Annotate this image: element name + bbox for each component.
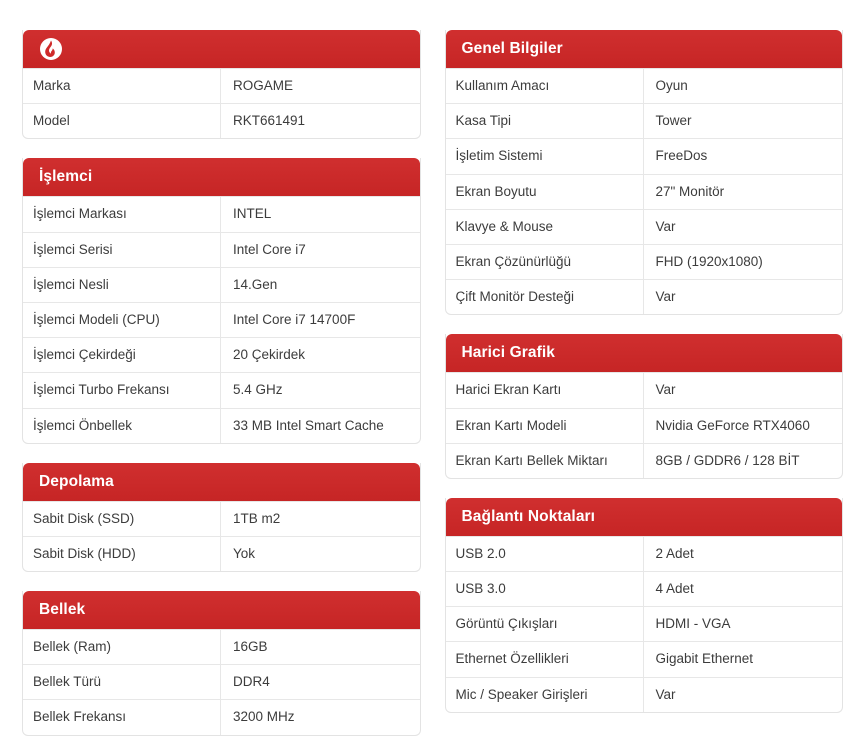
spec-row	[23, 372, 420, 407]
spec-label: Çift Monitör Desteği	[446, 280, 644, 314]
spec-label: İşletim Sistemi	[446, 139, 644, 173]
spec-card	[22, 591, 421, 736]
spec-value: Tower	[655, 113, 692, 129]
spec-row	[446, 641, 843, 676]
spec-row	[23, 196, 420, 231]
spec-label: İşlemci Nesli	[23, 268, 221, 302]
spec-label: Bellek (Ram)	[23, 630, 221, 664]
spec-row	[446, 103, 843, 138]
spec-row	[446, 606, 843, 641]
spec-label: Kullanım Amacı	[446, 69, 644, 103]
spec-label: Klavye & Mouse	[446, 210, 644, 244]
spec-card-title: Bellek	[39, 601, 86, 619]
spec-row	[446, 408, 843, 443]
spec-card	[445, 498, 844, 713]
spec-label: Ekran Çözünürlüğü	[446, 245, 644, 279]
spec-value: 27" Monitör	[655, 183, 725, 199]
spec-value: 2 Adet	[655, 545, 694, 561]
spec-label: Ekran Boyutu	[446, 175, 644, 209]
spec-value: Var	[655, 289, 676, 305]
spec-card-title: Depolama	[39, 472, 114, 490]
spec-card	[445, 334, 844, 479]
spec-row	[23, 103, 420, 138]
spec-card-header	[23, 591, 420, 629]
spec-label: İşlemci Turbo Frekansı	[23, 373, 221, 407]
spec-value: 14.Gen	[233, 276, 278, 292]
spec-label: Ethernet Özellikleri	[446, 642, 644, 676]
spec-label: USB 3.0	[446, 572, 644, 606]
spec-value: 33 MB Intel Smart Cache	[233, 417, 384, 433]
spec-card-header	[23, 158, 420, 196]
spec-value: Nvidia GeForce RTX4060	[655, 417, 810, 433]
spec-label: Kasa Tipi	[446, 104, 644, 138]
spec-value: INTEL	[233, 206, 272, 222]
spec-value: 8GB / GDDR6 / 128 BİT	[655, 452, 800, 468]
spec-row	[23, 536, 420, 571]
spec-card	[22, 158, 421, 443]
spec-label: İşlemci Markası	[23, 197, 221, 231]
spec-value: 1TB m2	[233, 510, 281, 526]
spec-value: FHD (1920x1080)	[655, 253, 763, 269]
spec-row	[23, 699, 420, 734]
spec-label: Bellek Frekansı	[23, 700, 221, 734]
spec-value: Yok	[233, 545, 256, 561]
spec-row	[23, 232, 420, 267]
left-column	[22, 30, 421, 736]
spec-label: Marka	[23, 69, 221, 103]
spec-row	[446, 536, 843, 571]
spec-card-title: Genel Bilgiler	[461, 40, 563, 57]
spec-value: Oyun	[655, 78, 688, 93]
spec-row	[446, 677, 843, 712]
spec-label: Model	[23, 104, 221, 138]
spec-card-header	[446, 30, 843, 68]
spec-value: Gigabit Ethernet	[655, 651, 754, 667]
spec-card-header	[23, 463, 420, 501]
spec-value: Var	[655, 382, 676, 398]
spec-label: İşlemci Önbellek	[23, 409, 221, 443]
spec-label: Mic / Speaker Girişleri	[446, 678, 644, 712]
spec-label: Ekran Kartı Modeli	[446, 409, 644, 443]
spec-row	[23, 302, 420, 337]
spec-label: Görüntü Çıkışları	[446, 607, 644, 641]
spec-value: DDR4	[233, 674, 270, 690]
spec-value: HDMI - VGA	[655, 616, 731, 632]
spec-label: İşlemci Çekirdeği	[23, 338, 221, 372]
spec-card-header	[446, 498, 843, 536]
spec-label: İşlemci Serisi	[23, 233, 221, 267]
spec-row	[23, 337, 420, 372]
spec-row	[446, 138, 843, 173]
spec-value: Intel Core i7 14700F	[233, 311, 356, 327]
spec-label: Harici Ekran Kartı	[446, 373, 644, 407]
spec-card-title: Bağlantı Noktaları	[461, 507, 596, 525]
spec-label: Ekran Kartı Bellek Miktarı	[446, 444, 644, 478]
spec-value: 5.4 GHz	[233, 382, 283, 398]
spec-label: İşlemci Modeli (CPU)	[23, 303, 221, 337]
spec-value: 4 Adet	[655, 581, 694, 597]
spec-value: 16GB	[233, 639, 268, 655]
spec-label: Bellek Türü	[23, 665, 221, 699]
spec-label: USB 2.0	[446, 537, 644, 571]
spec-row	[23, 664, 420, 699]
spec-value: FreeDos	[655, 148, 708, 164]
spec-value: 20 Çekirdek	[233, 347, 306, 363]
spec-value: RKT661491	[233, 113, 306, 129]
spec-row	[446, 209, 843, 244]
spec-row	[23, 501, 420, 536]
spec-value: Var	[655, 686, 676, 702]
spec-card-title: Harici Grafik	[461, 344, 555, 362]
spec-row	[446, 279, 843, 314]
spec-row	[23, 408, 420, 443]
spec-card-header	[446, 334, 843, 372]
spec-row	[446, 372, 843, 407]
spec-card	[22, 463, 421, 572]
spec-row	[446, 174, 843, 209]
spec-value: Intel Core i7	[233, 241, 306, 257]
spec-value: Var	[655, 218, 676, 234]
flame-logo-icon	[39, 37, 63, 61]
spec-card-title: İşlemci	[39, 168, 93, 186]
spec-row	[23, 68, 420, 103]
spec-card-header	[23, 30, 420, 68]
right-column	[445, 30, 844, 713]
spec-row	[446, 443, 843, 478]
spec-row	[23, 629, 420, 664]
spec-label: Sabit Disk (HDD)	[23, 537, 221, 571]
spec-row	[446, 571, 843, 606]
spec-value: 3200 MHz	[233, 709, 295, 725]
spec-row	[23, 267, 420, 302]
spec-row	[446, 244, 843, 279]
spec-value: ROGAME	[233, 78, 294, 93]
spec-label: Sabit Disk (SSD)	[23, 502, 221, 536]
spec-card	[22, 30, 421, 139]
spec-card	[445, 30, 844, 315]
spec-row	[446, 68, 843, 103]
